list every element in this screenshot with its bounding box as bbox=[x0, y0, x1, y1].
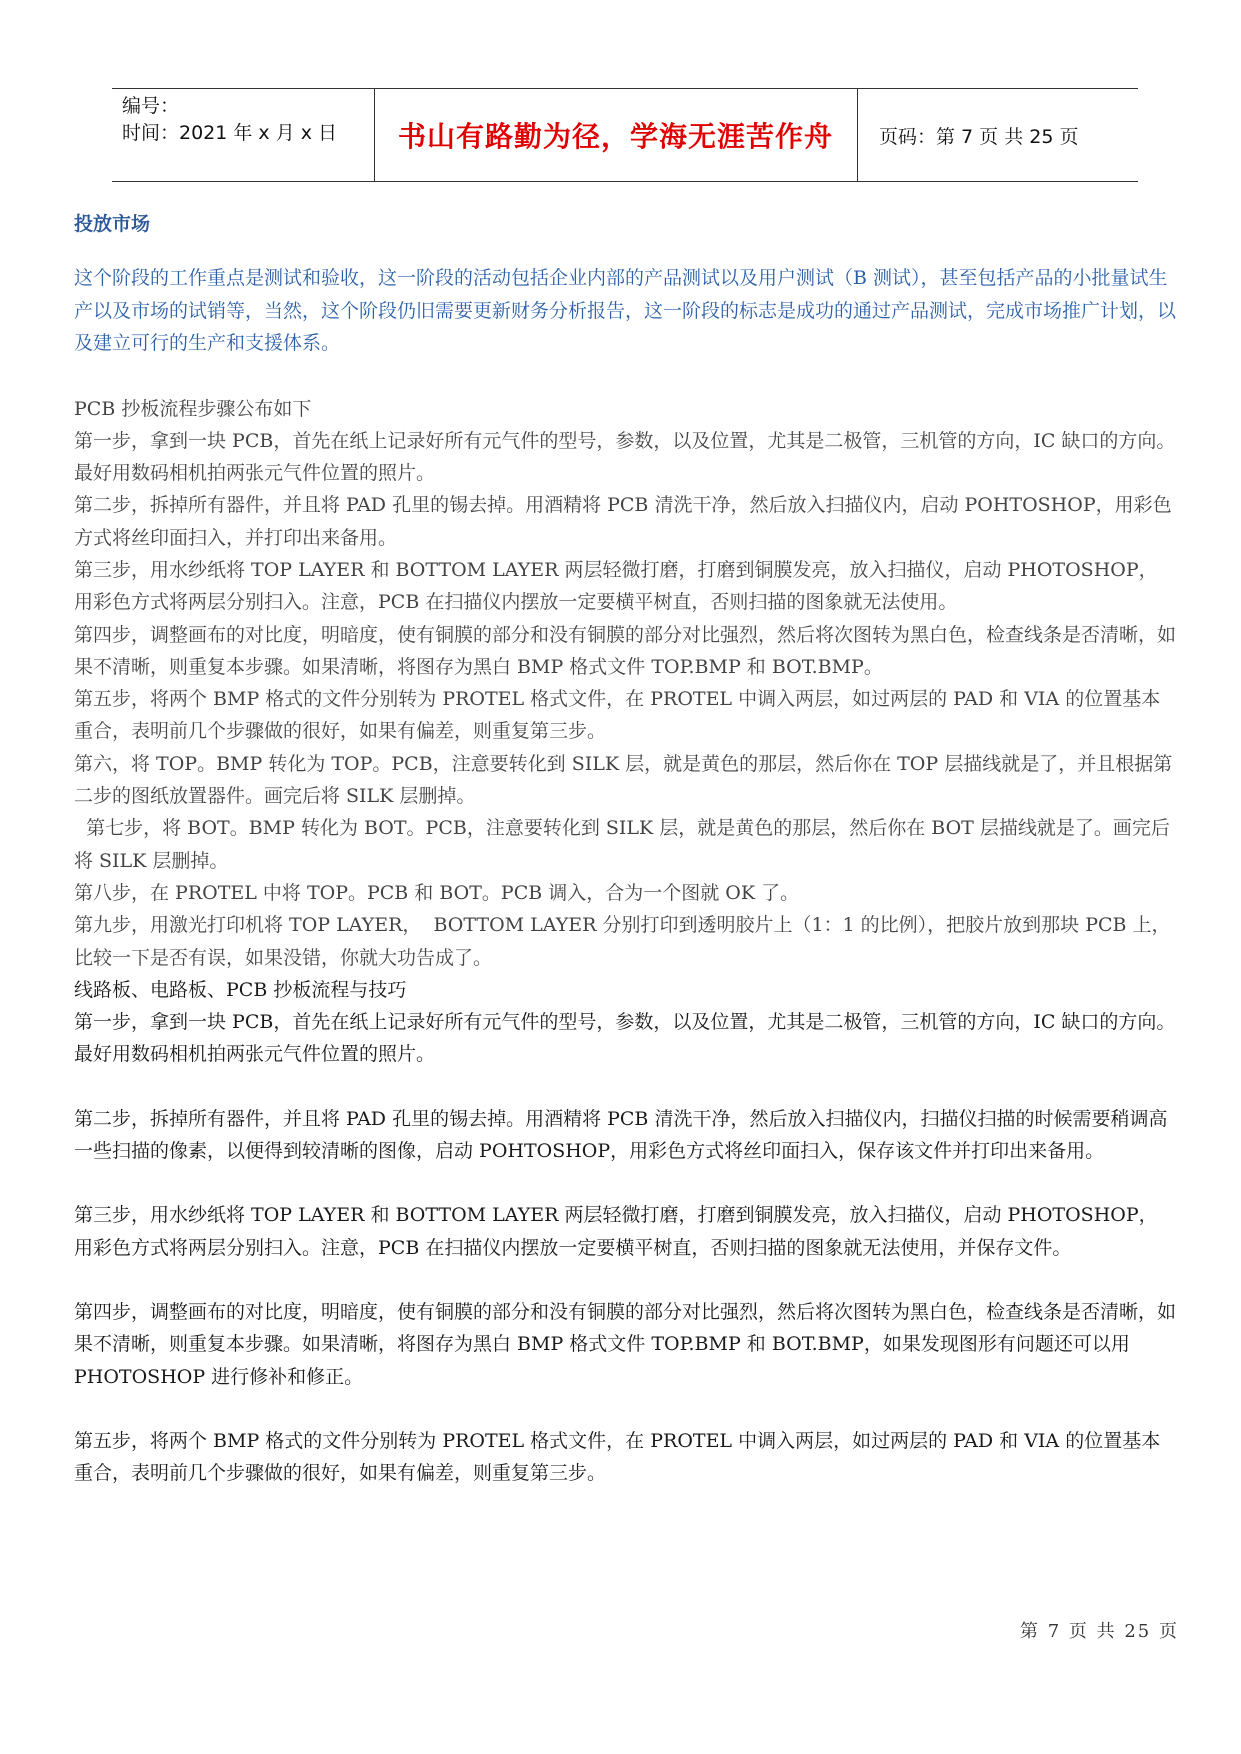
paragraph-technique-step-2: 第二步，拆掉所有器件，并且将 PAD 孔里的锡去掉。用酒精将 PCB 清洗干净，然后放入扫描仪内，扫描仪扫描的时候需要稍调高一些扫描的像素，以便得到较清晰的图像，启动 POHTOSHOP，用彩色方式将丝印面扫入，保存该文件并打印出来备用。 bbox=[74, 1107, 1168, 1163]
header-meta bbox=[122, 93, 337, 147]
header-divider-right bbox=[857, 89, 858, 181]
paragraph-step-5: 第五步，将两个 BMP 格式的文件分别转为 PROTEL 格式文件，在 PROTEL 中调入两层，如过两层的 PAD 和 VIA 的位置基本重合，表明前几个步骤做的很好，如果有偏差，则重复第三步。 bbox=[74, 688, 1161, 743]
document-body bbox=[74, 208, 1176, 1489]
page-footer: 第 7 页 共 25 页 bbox=[1020, 1621, 1179, 1642]
paragraph-technique-step-5: 第五步，将两个 BMP 格式的文件分别转为 PROTEL 格式文件，在 PROTEL 中调入两层，如过两层的 PAD 和 VIA 的位置基本重合，表明前几个步骤做的很好，如果有偏差，则重复第三步。 bbox=[74, 1429, 1161, 1485]
document-id-label: 编号： bbox=[122, 95, 180, 117]
paragraph-step-6: 第六，将 TOP。BMP 转化为 TOP。PCB，注意要转化到 SILK 层，就是黄色的那层，然后你在 TOP 层描线就是了，并且根据第二步的图纸放置器件。画完后将 SILK 层删掉。 bbox=[74, 752, 1173, 808]
section-title: 投放市场 bbox=[74, 213, 151, 235]
paragraph-step-1: 第一步，拿到一块 PCB，首先在纸上记录好所有元气件的型号，参数，以及位置，尤其是二极管，三机管的方向，IC 缺口的方向。最好用数码相机拍两张元气件位置的照片。 bbox=[74, 429, 1176, 485]
header-motto: 书山有路勤为径，学海无涯苦作舟 bbox=[397, 120, 833, 153]
document-time: 时间：2021 年 x 月 x 日 bbox=[122, 122, 338, 144]
paragraph-technique-step-3: 第三步，用水纱纸将 TOP LAYER 和 BOTTOM LAYER 两层轻微打磨，打磨到铜膜发亮，放入扫描仪，启动 PHOTOSHOP，用彩色方式将两层分别扫入。注意，PCB 在扫描仪内摆放一定要横平树直，否则扫描的图象就无法使用，并保存文件。 bbox=[74, 1204, 1158, 1259]
paragraph-step-9: 第九步，用激光打印机将 TOP LAYER， BOTTOM LAYER 分别打印到透明胶片上（1：1 的比例），把胶片放到那块 PCB 上，比较一下是否有误，如果没错，你就大功告成了。 bbox=[74, 914, 1171, 969]
paragraph-technique-step-1: 第一步，拿到一块 PCB，首先在纸上记录好所有元气件的型号，参数，以及位置，尤其是二极管，三机管的方向，IC 缺口的方向。最好用数码相机拍两张元气件位置的照片。 bbox=[74, 1011, 1176, 1066]
paragraph-pcb-steps-heading: PCB 抄板流程步骤公布如下 bbox=[74, 397, 312, 420]
paragraph-step-2: 第二步，拆掉所有器件，并且将 PAD 孔里的锡去掉。用酒精将 PCB 清洗干净，然后放入扫描仪内，启动 POHTOSHOP，用彩色方式将丝印面扫入，并打印出来备用。 bbox=[74, 494, 1172, 549]
intro-paragraph: 这个阶段的工作重点是测试和验收，这一阶段的活动包括企业内部的产品测试以及用户测试（B 测试），甚至包括产品的小批量试生产以及市场的试销等，当然，这个阶段仍旧需要更新财务分析报告，这一阶段的标志是成功的通过产品测试，完成市场推广计划，以及建立可行的生产和支援体系。 bbox=[74, 267, 1177, 354]
paragraph-step-8: 第八步，在 PROTEL 中将 TOP。PCB 和 BOT。PCB 调入，合为一个图就 OK 了。 bbox=[74, 881, 800, 904]
paragraph-techniques-heading: 线路板、电路板、PCB 抄板流程与技巧 bbox=[74, 978, 407, 1001]
paragraph-step-7: 第七步，将 BOT。BMP 转化为 BOT。PCB，注意要转化到 SILK 层，就是黄色的那层，然后你在 BOT 层描线就是了。画完后将 SILK 层删掉。 bbox=[74, 817, 1170, 872]
paragraph-step-3: 第三步，用水纱纸将 TOP LAYER 和 BOTTOM LAYER 两层轻微打磨，打磨到铜膜发亮，放入扫描仪，启动 PHOTOSHOP，用彩色方式将两层分别扫入。注意，PCB 在扫描仪内摆放一定要横平树直，否则扫描的图象就无法使用。 bbox=[74, 558, 1158, 614]
document-header bbox=[112, 88, 1138, 182]
paragraph-step-4: 第四步，调整画布的对比度，明暗度，使有铜膜的部分和没有铜膜的部分对比强烈，然后将次图转为黑白色，检查线条是否清晰，如果不清晰，则重复本步骤。如果清晰，将图存为黑白 BMP 格式文件 TOP.BMP 和 BOT.BMP。 bbox=[74, 623, 1177, 678]
header-page-info: 页码：第 7 页 共 25 页 bbox=[879, 125, 1079, 148]
paragraph-technique-step-4: 第四步，调整画布的对比度，明暗度，使有铜膜的部分和没有铜膜的部分对比强烈，然后将次图转为黑白色，检查线条是否清晰，如果不清晰，则重复本步骤。如果清晰，将图存为黑白 BMP 格式文件 TOP.BMP 和 BOT.BMP，如果发现图形有问题还可以用 PHOTOSHOP 进行修补和修正。 bbox=[74, 1300, 1177, 1388]
